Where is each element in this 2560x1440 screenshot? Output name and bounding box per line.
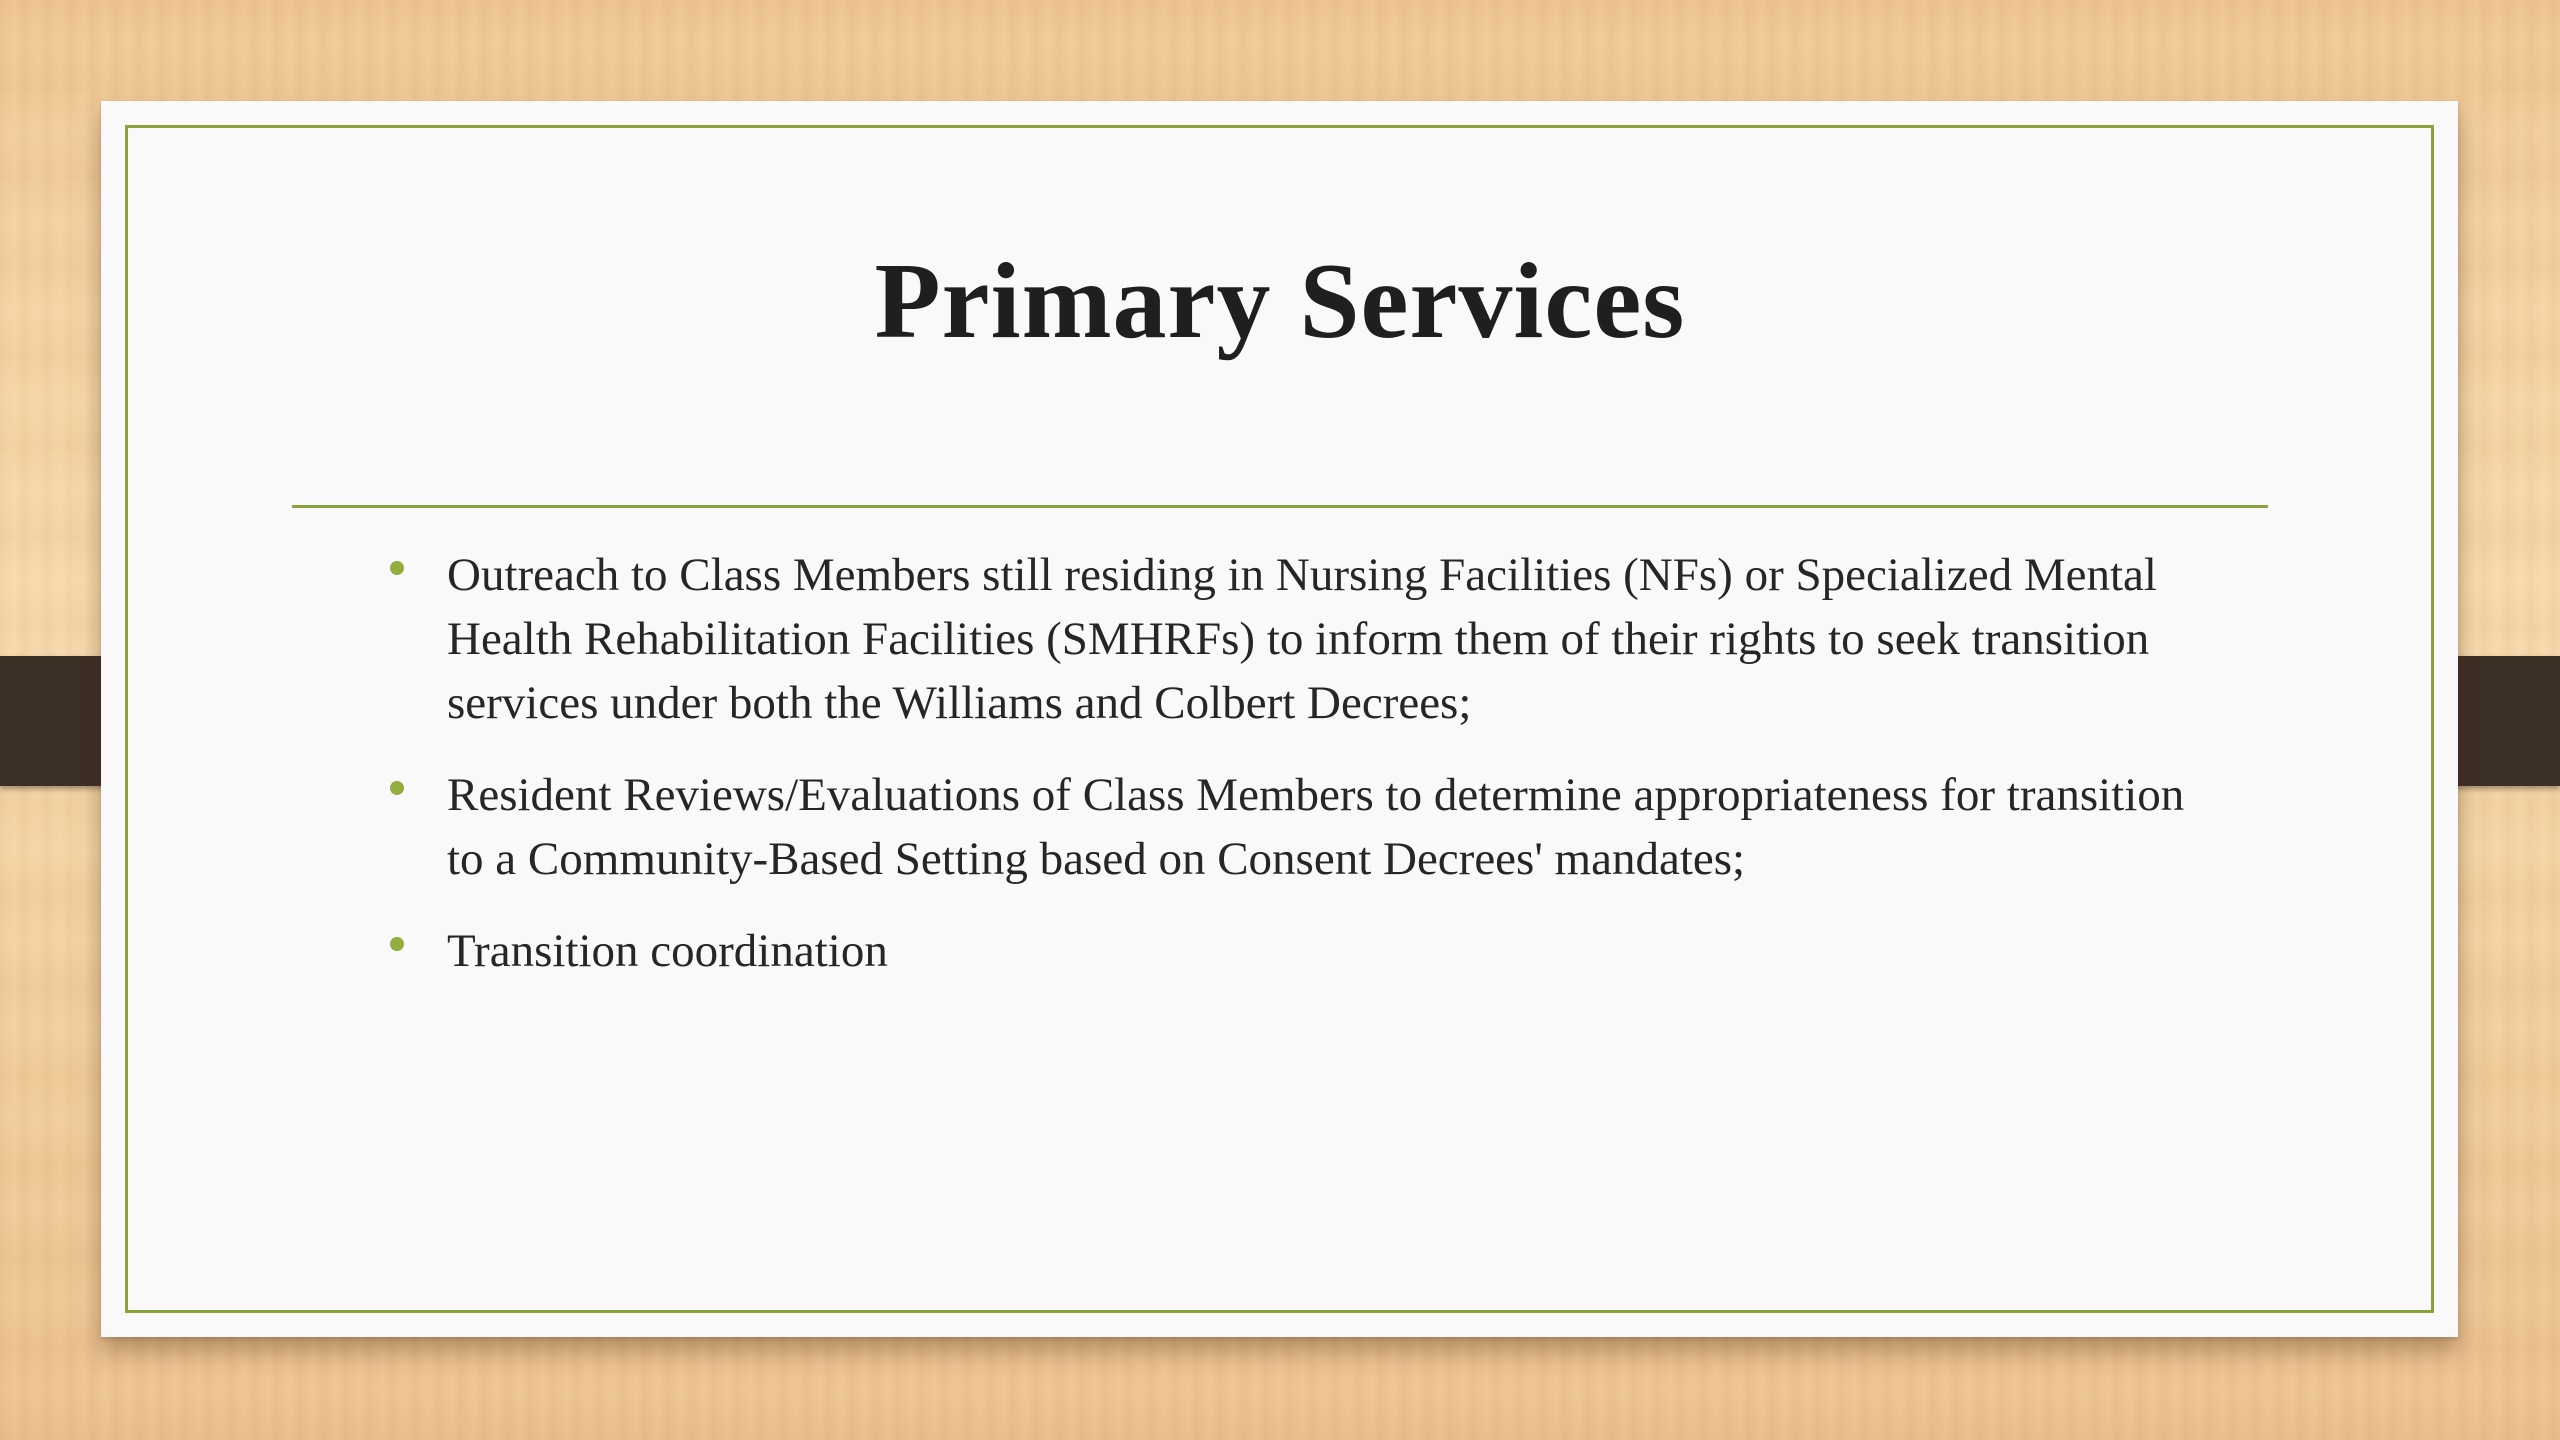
- bullet-dot-icon: [390, 937, 404, 951]
- bullet-list: [382, 543, 2212, 1011]
- bullet-item-outreach: [382, 543, 2212, 735]
- bullet-dot-icon: [390, 561, 404, 575]
- bullet-text: Transition coordination: [447, 925, 888, 977]
- slide-title: Primary Services: [874, 242, 1686, 361]
- bullet-item-transition-coordination: [382, 919, 2212, 983]
- title-divider: [292, 505, 2268, 508]
- bullet-text: Outreach to Class Members still residing in Nursing Facilities (NFs) or Specialized Mental Health Rehabilitation Facilities (SMHRFs) to inform them of their rights to seek transition services under both the Williams and Colbert Decrees;: [447, 549, 2157, 729]
- bullet-text: Resident Reviews/Evaluations of Class Members to determine appropriateness for transition to a Community-Based Setting based on Consent Decrees' mandates;: [447, 769, 2185, 885]
- bullet-dot-icon: [390, 781, 404, 795]
- bullet-item-resident-reviews: [382, 763, 2212, 891]
